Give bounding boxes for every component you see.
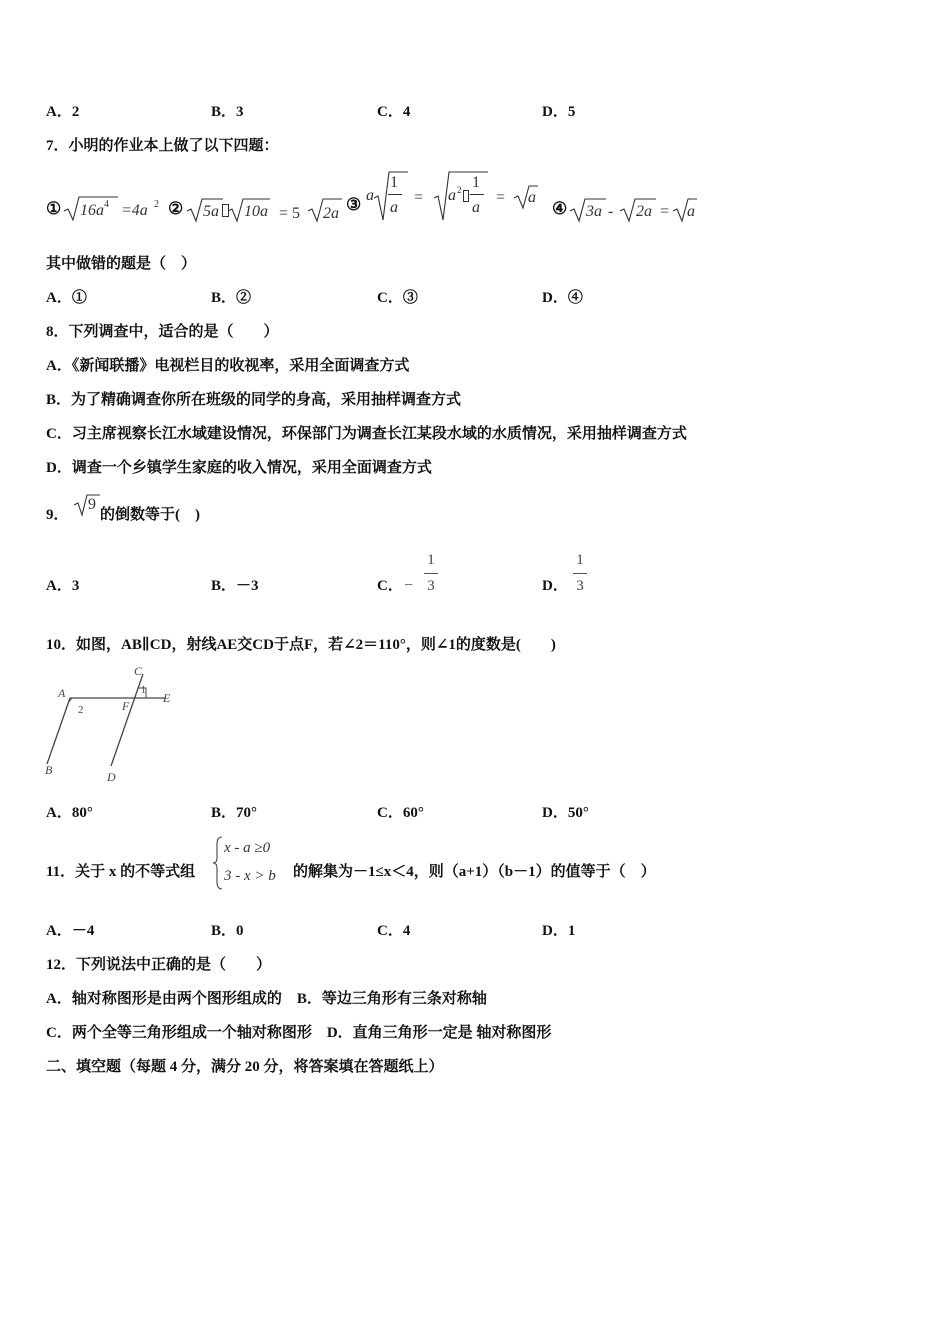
- q7-options: [46, 288, 926, 308]
- q7-e2-r1: 5a: [203, 203, 219, 220]
- q10-option-a: A．80°: [46, 805, 93, 821]
- q7-e3-den2: a: [472, 199, 480, 216]
- q7-e4-r2: 2a: [636, 203, 652, 220]
- q9-option-a: A．3: [46, 578, 80, 594]
- q7-e3-num2: 1: [472, 174, 480, 191]
- q9-stem: 的倒数等于( ): [100, 507, 200, 523]
- q9-option-b: B．－3: [211, 578, 259, 594]
- q9-c-numerator: 1: [427, 552, 435, 568]
- q9-c-fraction-bar: [424, 573, 438, 574]
- q9-option-c: C．: [377, 578, 403, 594]
- label-A: A: [58, 686, 66, 700]
- q7-option-c: C．③: [377, 290, 418, 306]
- q6-options: [46, 102, 926, 122]
- q9-c-minus-sign: −: [404, 577, 414, 594]
- q7-e3-num: 1: [390, 174, 398, 191]
- q7-e1-radicand: 16a: [80, 202, 104, 219]
- q6-option-b: B．3: [211, 104, 244, 120]
- q6-option-a: A．2: [46, 104, 80, 120]
- placeholder-box: [463, 190, 469, 202]
- q9-option-d: D．: [542, 578, 568, 594]
- q11-option-b: B．0: [211, 923, 244, 939]
- q7-e3-a: a: [366, 187, 374, 204]
- q9-d-denominator: 3: [576, 578, 584, 594]
- q11-options: [46, 921, 926, 941]
- q11-option-d: D．1: [542, 923, 576, 939]
- q7-stem: 7．小明的作业本上做了以下四题：: [46, 138, 279, 154]
- q12-options-line-2: C．两个全等三角形组成一个轴对称图形 D．直角三角形一定是 轴对称图形: [46, 1025, 552, 1041]
- q7-e4-eq: =: [660, 203, 670, 220]
- q10-options: [46, 803, 926, 823]
- label-F: F: [122, 699, 130, 713]
- q10-stem: 10．如图，AB∥CD，射线AE交CD于点F，若∠2＝110°，则∠1的度数是( ): [46, 637, 556, 653]
- q10-option-b: B．70°: [211, 805, 258, 821]
- q10-option-c: C．60°: [377, 805, 424, 821]
- q6-option-c: C．4: [377, 104, 411, 120]
- fraction-bar: [388, 194, 402, 195]
- q7-circle-1: ①: [46, 199, 62, 218]
- q12-stem: 12．下列说法中正确的是（ ）: [46, 957, 272, 973]
- q6-option-d: D．5: [542, 104, 576, 120]
- q7-circle-4: ④: [552, 199, 568, 218]
- q7-e3-a2: a: [448, 187, 456, 204]
- q7-option-b: B．②: [211, 290, 252, 306]
- q8-option-b: B．为了精确调查你所在班级的同学的身高，采用抽样调查方式: [46, 392, 462, 408]
- label-C: C: [134, 664, 143, 678]
- label-angle-2: 2: [78, 704, 84, 716]
- q7-e4-r1: 3a: [586, 203, 602, 220]
- q8-option-d: D．调查一个乡镇学生家庭的收入情况，采用全面调查方式: [46, 460, 432, 476]
- q7-e2-rhs-rad: 2a: [323, 205, 339, 222]
- label-E: E: [163, 691, 171, 705]
- q7-circle-3: ③: [346, 195, 362, 214]
- q9-radicand: 9: [88, 496, 96, 513]
- label-angle-1: 1: [141, 685, 146, 696]
- q8-option-a: A．《新闻联播》电视栏目的收视率，采用全面调查方式: [46, 358, 410, 374]
- label-D: D: [107, 770, 116, 784]
- q7-e2-r2: 10a: [244, 203, 268, 220]
- section-2-heading: 二、填空题（每题 4 分，满分 20 分，将答案填在答题纸上）: [46, 1059, 444, 1075]
- q11-system-line-1: x - a ≥0: [224, 840, 271, 856]
- q7-e3-eq: =: [414, 189, 424, 206]
- line-AB: [47, 698, 70, 764]
- fraction-bar: [470, 194, 484, 195]
- q7-e3-den: a: [390, 199, 398, 216]
- q11-option-a: A．－4: [46, 923, 95, 939]
- q12-options-line-1: A．轴对称图形是由两个图形组成的 B．等边三角形有三条对称轴: [46, 991, 487, 1007]
- label-B: B: [45, 763, 53, 777]
- q7-e2-rhs: = 5: [279, 205, 301, 222]
- q7-e1-rhs-exp: 2: [154, 199, 159, 210]
- q7-circle-2: ②: [168, 199, 184, 218]
- q9-number: 9．: [46, 507, 69, 523]
- q11-brace: [213, 836, 223, 890]
- q9-d-fraction-bar: [573, 573, 587, 574]
- q8-stem: 8．下列调查中，适合的是（ ）: [46, 324, 279, 340]
- q11-system-line-2: 3 - x > b: [224, 868, 276, 884]
- q7-e1-rhs: =4a: [121, 202, 148, 219]
- q7-e1-exp: 4: [104, 199, 109, 210]
- q7-followup: 其中做错的题是（ ）: [46, 256, 197, 272]
- q11-stem-pre: 11．关于 x 的不等式组: [46, 864, 196, 880]
- q7-e3-exp: 2: [457, 185, 462, 195]
- q7-e3-res: a: [528, 189, 536, 206]
- q8-option-c: C．习主席视察长江水域建设情况，环保部门为调查长江某段水域的水质情况，采用抽样调查方式: [46, 426, 687, 442]
- q9-sqrt-sign: [74, 493, 100, 517]
- q9-c-denominator: 3: [427, 578, 435, 594]
- q10-option-d: D．50°: [542, 805, 589, 821]
- q11-stem-post: 的解集为－1≤x＜4，则（a+1）（b－1）的值等于（ ）: [293, 864, 656, 880]
- q9-d-numerator: 1: [576, 552, 584, 568]
- q7-e4-res: a: [687, 203, 695, 220]
- q10-figure: [40, 660, 190, 790]
- q9-options: [46, 576, 926, 596]
- q11-option-c: C．4: [377, 923, 411, 939]
- q7-e4-minus: -: [608, 203, 614, 220]
- q7-option-d: D．④: [542, 290, 583, 306]
- q7-option-a: A．①: [46, 290, 87, 306]
- q7-e3-eq2: =: [496, 189, 506, 206]
